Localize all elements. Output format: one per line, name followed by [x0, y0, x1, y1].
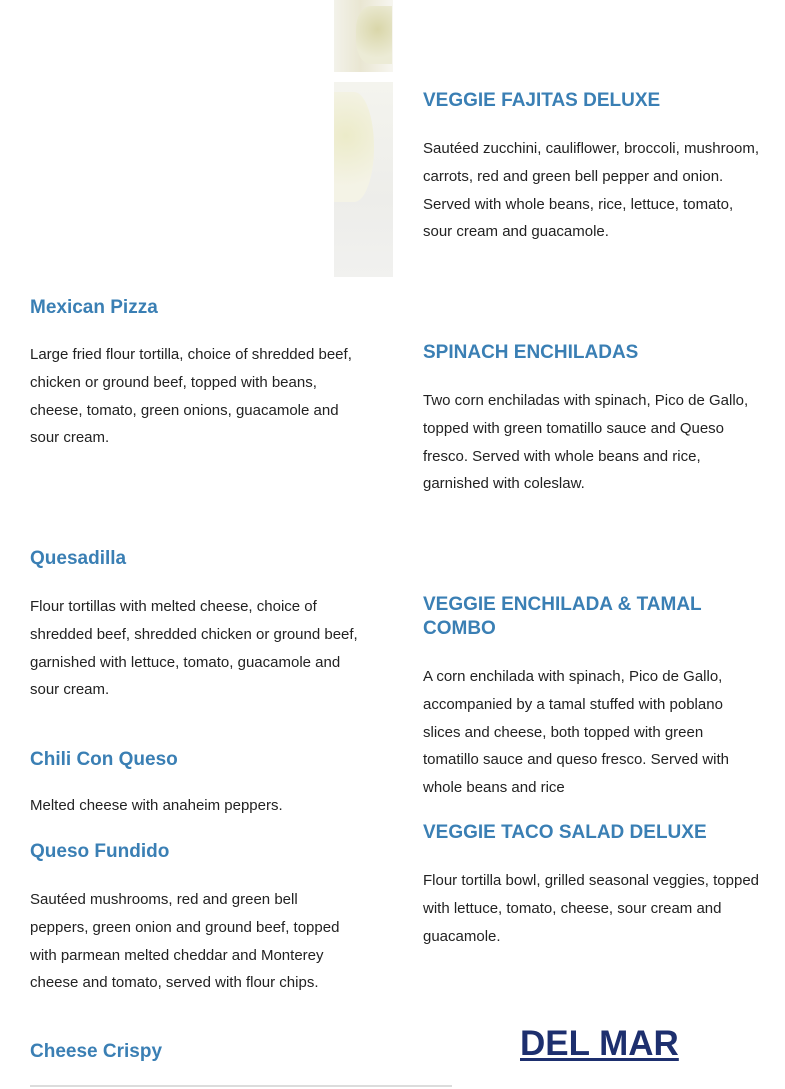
menu-item-title: Quesadilla: [30, 548, 127, 569]
menu-item-title: Mexican Pizza: [30, 297, 158, 318]
section-divider: [30, 1085, 452, 1087]
menu-item-description: Flour tortilla bowl, grilled seasonal veggies, topped with lettuce, tomato, cheese, sour cream and guacamole.: [423, 872, 760, 945]
menu-item-cheese-crispy: [30, 1040, 360, 1064]
menu-item-description: Flour tortillas with melted cheese, choice of shredded beef, shredded chicken or ground beef, garnished with lettuce, tomato, guacamole and sour cream.: [30, 598, 358, 699]
menu-item-veggie-enchilada-tamal-combo: [423, 593, 763, 802]
photo-food-shape: [334, 92, 374, 202]
menu-item-description: Large fried flour tortilla, choice of shredded beef, chicken or ground beef, topped with beans, cheese, tomato, green onions, guacamole and sour cream.: [30, 346, 352, 447]
menu-item-description: Two corn enchiladas with spinach, Pico de Gallo, topped with green tomatillo sauce and Queso fresco. Served with whole beans and rice, garnished with coleslaw.: [423, 392, 749, 493]
photo-food-shape: [356, 6, 392, 64]
menu-item-title: Queso Fundido: [30, 841, 170, 862]
menu-item-veggie-taco-salad-deluxe: [423, 821, 763, 950]
menu-item-chili-con-queso: [30, 748, 360, 820]
menu-item-description: Melted cheese with anaheim peppers.: [30, 797, 283, 814]
menu-item-veggie-fajitas-deluxe: [423, 89, 763, 246]
dish-photo-side: [334, 82, 393, 277]
brand-heading[interactable]: DEL MAR: [520, 1024, 679, 1063]
menu-item-description: A corn enchilada with spinach, Pico de Gallo, accompanied by a tamal stuffed with poblano slices and cheese, both topped with green tomatillo sauce and queso fresco. Served with whole beans and rice: [423, 668, 729, 797]
menu-item-title: Chili Con Queso: [30, 749, 178, 770]
menu-item-description: Sautéed zucchini, cauliflower, broccoli, mushroom, carrots, red and green bell pepper and onion. Served with whole beans, rice, lettuce, tomato, sour cream and guacamole.: [423, 140, 759, 241]
menu-item-queso-fundido: [30, 840, 360, 997]
menu-item-title: VEGGIE ENCHILADA & TAMAL COMBO: [423, 594, 702, 639]
menu-item-title: VEGGIE TACO SALAD DELUXE: [423, 822, 707, 843]
menu-item-description: Sautéed mushrooms, red and green bell peppers, green onion and ground beef, topped with parmean melted cheddar and Monterey cheese and tomato, served with flour chips.: [30, 891, 340, 992]
menu-item-quesadilla: [30, 547, 360, 704]
menu-item-title: VEGGIE FAJITAS DELUXE: [423, 90, 661, 111]
menu-item-spinach-enchiladas: [423, 341, 763, 498]
menu-item-mexican-pizza: [30, 296, 360, 452]
menu-item-title: Cheese Crispy: [30, 1041, 163, 1062]
dish-photo-top: [334, 0, 393, 72]
menu-item-title: SPINACH ENCHILADAS: [423, 342, 639, 363]
